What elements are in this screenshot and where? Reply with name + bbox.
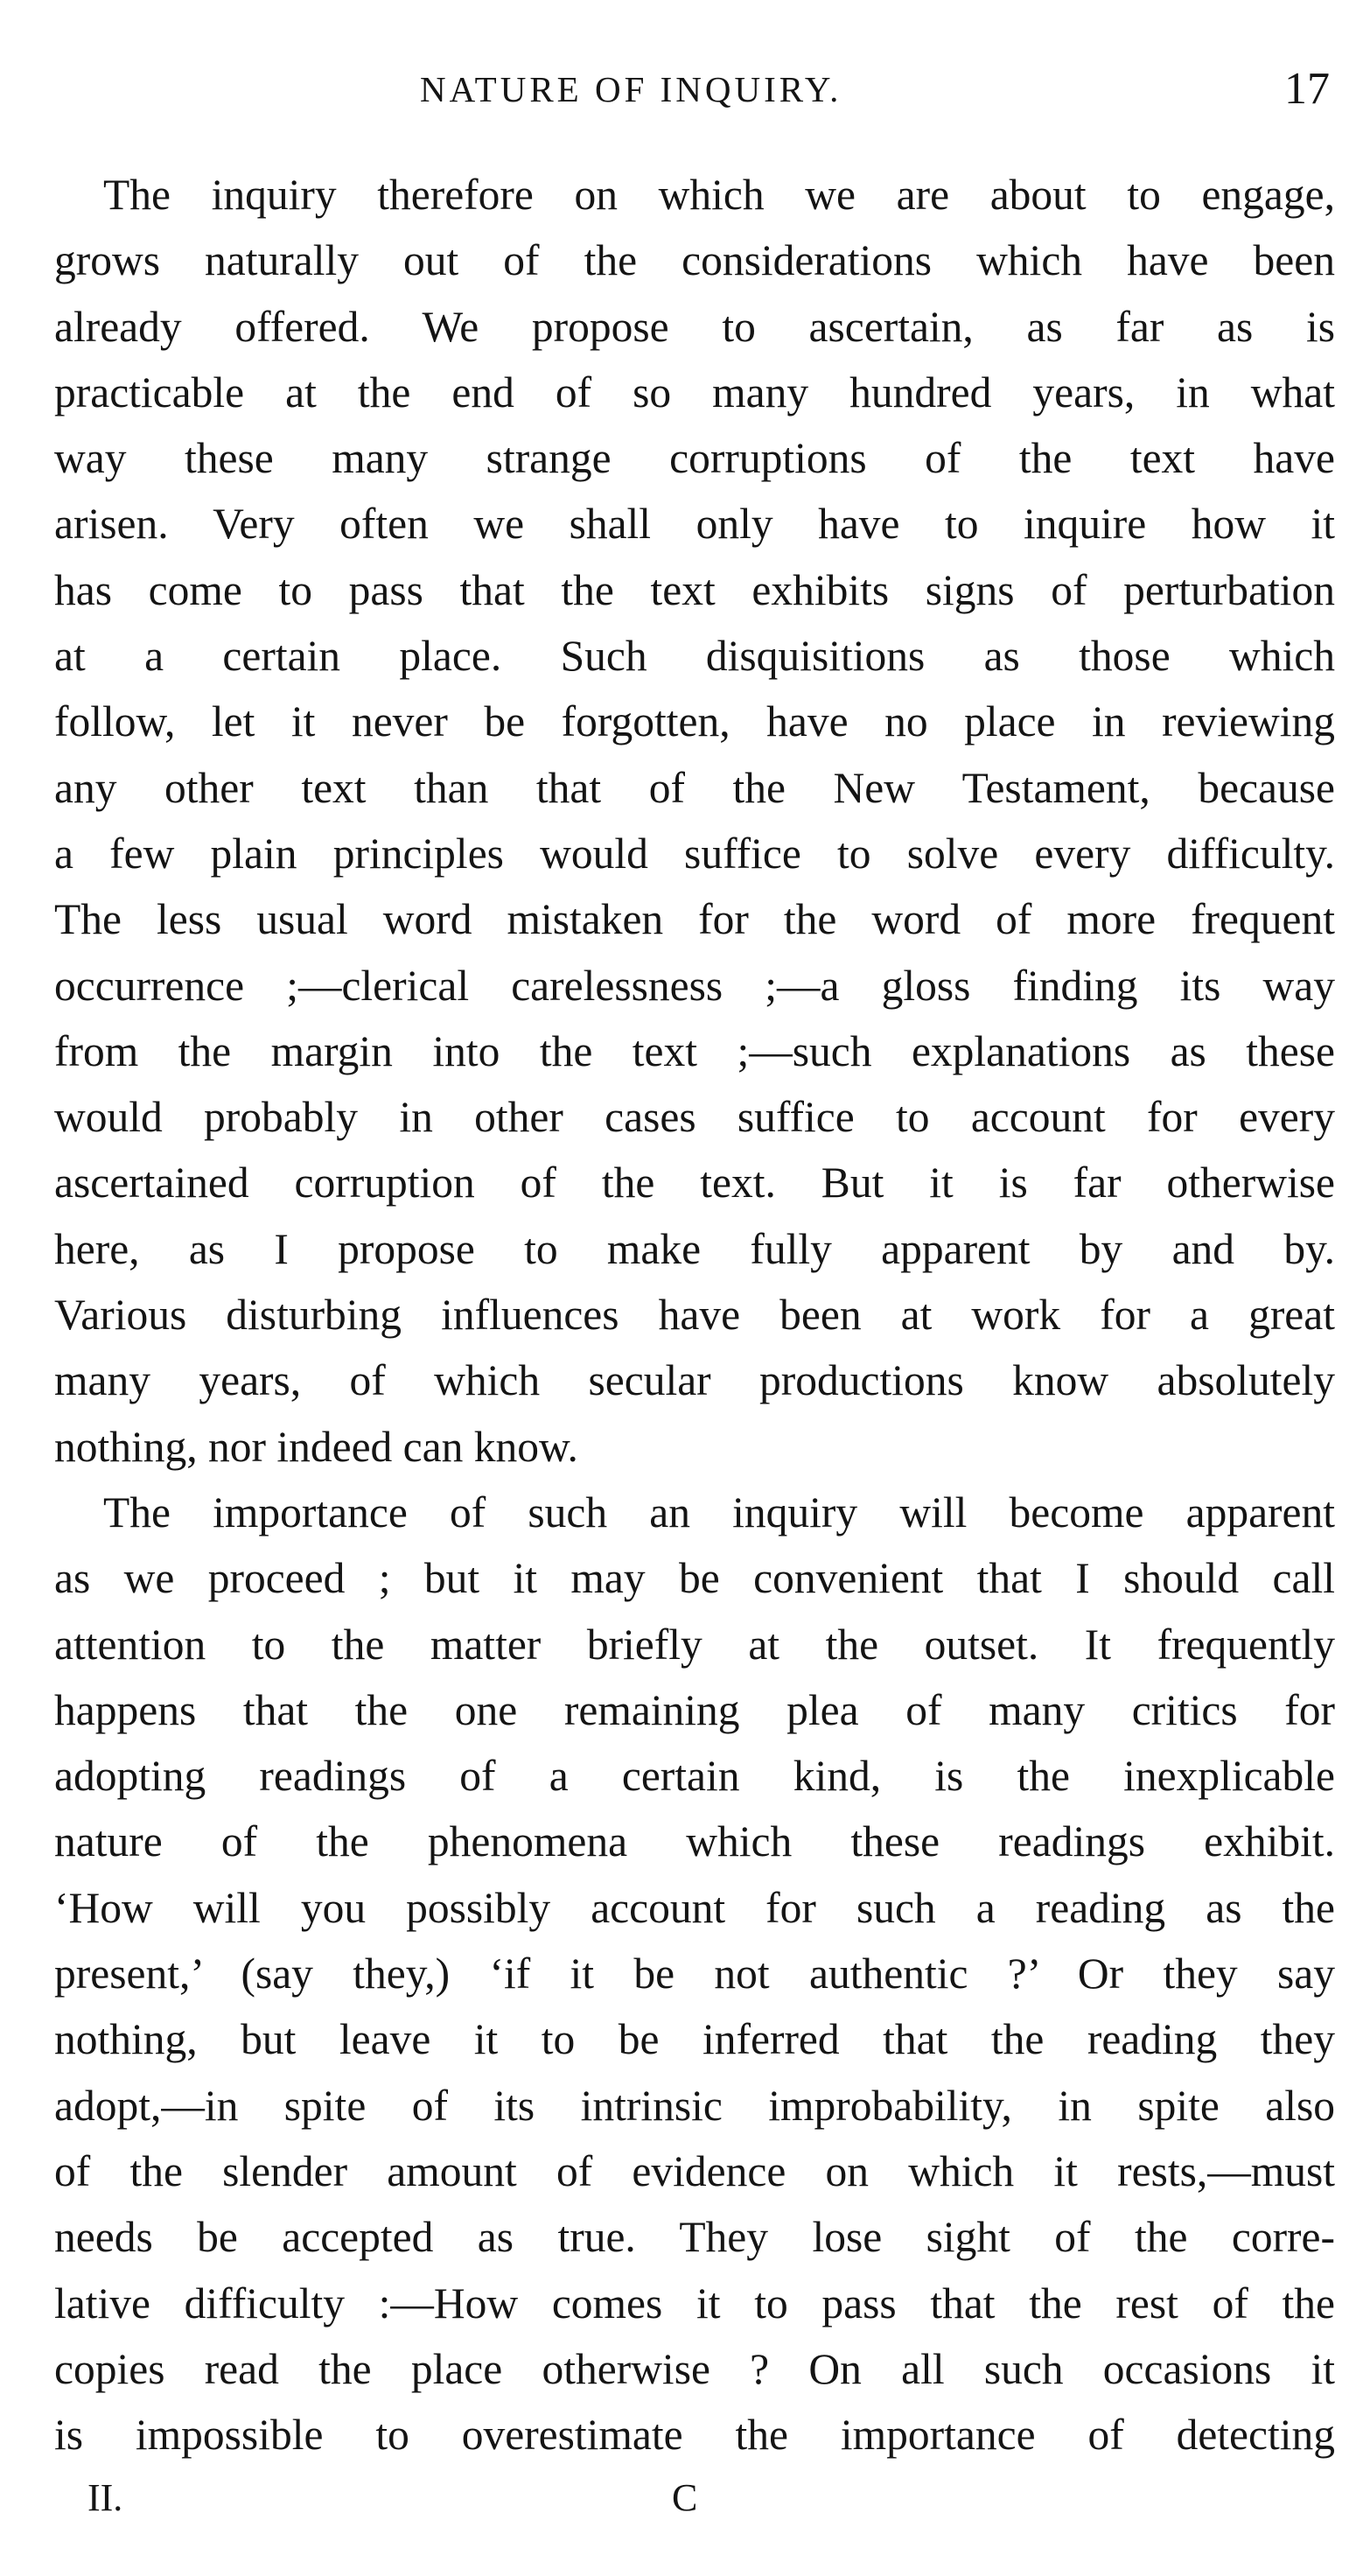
paragraph-1 [54, 162, 1335, 1480]
running-head [0, 63, 1370, 116]
text-line: ‘How will you possibly account for such a reading as the [54, 1883, 1335, 1932]
text-line: of the slender amount of evidence on which it rests,—must [54, 2146, 1335, 2195]
text-line: The less usual word mistaken for the word of more frequent [54, 895, 1335, 944]
text-line: arisen. Very often we shall only have to inquire how it [54, 500, 1335, 549]
page-number: 17 [1284, 64, 1330, 114]
text-line: already offered. We propose to ascertain, as far as is [54, 302, 1335, 351]
page-footer [0, 2468, 1370, 2529]
text-line: happens that the one remaining plea of many critics for [54, 1685, 1335, 1734]
text-line: copies read the place otherwise ? On all such occasions it [54, 2344, 1335, 2393]
text-line: occurrence ;—clerical carelessness ;—a gloss finding its way [54, 961, 1335, 1010]
text-line: many years, of which secular productions know absolutely [54, 1356, 1335, 1405]
text-line: is impossible to overestimate the importance of detecting [54, 2411, 1335, 2460]
text-line: Various disturbing influences have been at work for a great [54, 1291, 1335, 1340]
running-title: NATURE OF INQUIRY. [420, 69, 842, 109]
text-line: ascertained corruption of the text. But it is far otherwise [54, 1158, 1335, 1208]
text-line: nothing, nor indeed can know. [54, 1422, 578, 1471]
text-line: any other text than that of the New Testament, because [54, 763, 1335, 812]
text-line: present,’ (say they,) ‘if it be not authentic ?’ Or they say [54, 1950, 1335, 1998]
text-line: here, as I propose to make fully apparent by and by. [54, 1224, 1335, 1273]
text-line: lative difficulty :—How comes it to pass that the rest of the [54, 2278, 1335, 2328]
text-line: from the margin into the text ;—such explanations as these [54, 1026, 1335, 1075]
text-line: as we proceed ; but it may be convenient that I should call [54, 1554, 1335, 1603]
text-line: follow, let it never be forgotten, have no place in reviewing [54, 697, 1335, 746]
text-line: at a certain place. Such disquisitions as those which [54, 632, 1335, 681]
text-line: adopt,—in spite of its intrinsic improbability, in spite also [54, 2081, 1335, 2130]
text-line: has come to pass that the text exhibits signs of perturbation [54, 565, 1335, 614]
text-line: way these many strange corruptions of the text have [54, 434, 1335, 483]
body-text [54, 162, 1335, 2468]
text-line: nature of the phenomena which these readings exhibit. [54, 1817, 1335, 1866]
text-line: needs be accepted as true. They lose sight of the corre- [54, 2213, 1335, 2262]
text-line: attention to the matter briefly at the outset. It frequently [54, 1620, 1335, 1669]
text-line: nothing, but leave it to be inferred that the reading they [54, 2015, 1335, 2064]
text-line: would probably in other cases suffice to account for every [54, 1093, 1335, 1142]
text-line: grows naturally out of the considerations which have been [54, 236, 1335, 285]
text-line: The inquiry therefore on which we are about to engage, [103, 171, 1335, 219]
text-line: The importance of such an inquiry will become apparent [103, 1488, 1335, 1536]
text-line: practicable at the end of so many hundred years, in what [54, 368, 1335, 416]
text-line: a few plain principles would suffice to solve every difficulty. [54, 829, 1335, 878]
text-line: adopting readings of a certain kind, is the inexplicable [54, 1752, 1335, 1801]
paragraph-2 [54, 1480, 1335, 2468]
signature-letter: C [672, 2476, 698, 2519]
signature-mark: II. [87, 2476, 123, 2519]
